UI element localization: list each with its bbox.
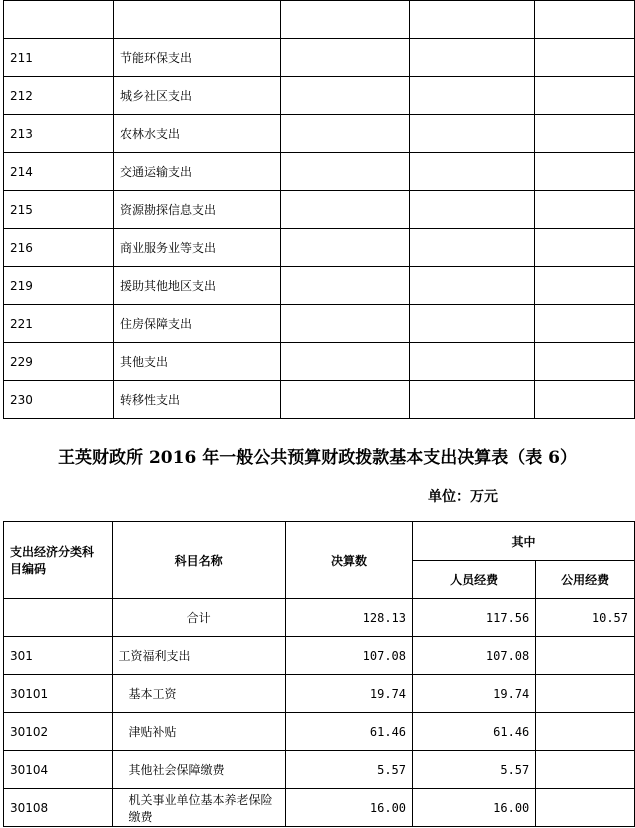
empty-cell	[535, 381, 635, 419]
empty-cell	[410, 343, 535, 381]
table-row	[4, 637, 635, 675]
empty-cell	[535, 153, 635, 191]
header-of-which: 其中	[413, 522, 635, 561]
name-cell: 农林水支出	[114, 115, 281, 153]
header-code: 支出经济分类科目编码	[4, 522, 113, 599]
empty-cell	[281, 1, 410, 39]
personnel-cell: 5.57	[413, 751, 536, 789]
header-public: 公用经费	[536, 561, 635, 599]
name-cell: 其他支出	[114, 343, 281, 381]
table-row	[4, 675, 635, 713]
amount-cell: 107.08	[285, 637, 412, 675]
total-public: 10.57	[536, 599, 635, 637]
code-cell: 219	[4, 267, 114, 305]
personnel-cell: 19.74	[413, 675, 536, 713]
total-personnel: 117.56	[413, 599, 536, 637]
empty-cell	[535, 191, 635, 229]
table-row	[4, 191, 635, 229]
code-cell: 221	[4, 305, 114, 343]
empty-cell	[535, 77, 635, 115]
code-cell: 301	[4, 637, 113, 675]
empty-cell	[535, 343, 635, 381]
code-cell: 214	[4, 153, 114, 191]
name-cell	[114, 1, 281, 39]
name-cell: 资源勘探信息支出	[114, 191, 281, 229]
public-cell	[536, 637, 635, 675]
name-cell: 转移性支出	[114, 381, 281, 419]
empty-cell	[535, 115, 635, 153]
name-cell: 交通运输支出	[114, 153, 281, 191]
table-row	[4, 229, 635, 267]
table-row	[4, 305, 635, 343]
amount-cell: 61.46	[285, 713, 412, 751]
empty-cell	[410, 229, 535, 267]
code-cell: 229	[4, 343, 114, 381]
code-cell: 211	[4, 39, 114, 77]
code-cell: 30104	[4, 751, 113, 789]
empty-cell	[281, 153, 410, 191]
code-cell: 230	[4, 381, 114, 419]
table-row	[4, 115, 635, 153]
name-cell: 住房保障支出	[114, 305, 281, 343]
expenditure-category-table	[3, 0, 635, 419]
header-personnel: 人员经费	[413, 561, 536, 599]
personnel-cell: 61.46	[413, 713, 536, 751]
header-name: 科目名称	[112, 522, 285, 599]
empty-cell	[410, 39, 535, 77]
empty-cell	[281, 191, 410, 229]
personnel-cell: 16.00	[413, 789, 536, 827]
name-cell: 节能环保支出	[114, 39, 281, 77]
empty-cell	[410, 305, 535, 343]
total-label: 合计	[112, 599, 285, 637]
empty-cell	[281, 77, 410, 115]
empty-cell	[535, 267, 635, 305]
empty-cell	[535, 229, 635, 267]
empty-cell	[410, 1, 535, 39]
table-row	[4, 381, 635, 419]
table-row	[4, 77, 635, 115]
empty-cell	[410, 77, 535, 115]
table-row	[4, 267, 635, 305]
empty-cell	[410, 153, 535, 191]
amount-cell: 19.74	[285, 675, 412, 713]
empty-cell	[535, 39, 635, 77]
empty-cell	[281, 267, 410, 305]
code-cell: 216	[4, 229, 114, 267]
empty-cell	[410, 191, 535, 229]
empty-cell	[535, 1, 635, 39]
empty-cell	[4, 599, 113, 637]
table-row	[4, 153, 635, 191]
empty-cell	[281, 381, 410, 419]
public-cell	[536, 751, 635, 789]
table-row	[4, 39, 635, 77]
amount-cell: 16.00	[285, 789, 412, 827]
table-row	[4, 789, 635, 827]
header-amount: 决算数	[285, 522, 412, 599]
empty-cell	[535, 305, 635, 343]
empty-cell	[281, 229, 410, 267]
code-cell: 30102	[4, 713, 113, 751]
name-cell: 基本工资	[112, 675, 285, 713]
code-cell: 215	[4, 191, 114, 229]
table-row	[4, 1, 635, 39]
basic-expenditure-table	[3, 521, 635, 827]
header-row	[4, 522, 635, 561]
public-cell	[536, 713, 635, 751]
unit-label: 单位：万元	[428, 489, 498, 505]
code-cell: 30108	[4, 789, 113, 827]
code-cell: 213	[4, 115, 114, 153]
empty-cell	[281, 343, 410, 381]
empty-cell	[410, 115, 535, 153]
empty-cell	[410, 381, 535, 419]
public-cell	[536, 675, 635, 713]
name-cell: 机关事业单位基本养老保险缴费	[112, 789, 285, 827]
total-amount: 128.13	[285, 599, 412, 637]
code-cell	[4, 1, 114, 39]
name-cell: 城乡社区支出	[114, 77, 281, 115]
empty-cell	[281, 39, 410, 77]
public-cell	[536, 789, 635, 827]
table-row	[4, 343, 635, 381]
table-row	[4, 751, 635, 789]
amount-cell: 5.57	[285, 751, 412, 789]
empty-cell	[281, 115, 410, 153]
report-title: 王英财政所 2016 年一般公共预算财政拨款基本支出决算表（表 6）	[58, 448, 577, 468]
name-cell: 援助其他地区支出	[114, 267, 281, 305]
code-cell: 212	[4, 77, 114, 115]
name-cell: 津贴补贴	[112, 713, 285, 751]
empty-cell	[410, 267, 535, 305]
name-cell: 工资福利支出	[112, 637, 285, 675]
total-row	[4, 599, 635, 637]
code-cell: 30101	[4, 675, 113, 713]
table-row	[4, 713, 635, 751]
name-cell: 其他社会保障缴费	[112, 751, 285, 789]
name-cell: 商业服务业等支出	[114, 229, 281, 267]
empty-cell	[281, 305, 410, 343]
personnel-cell: 107.08	[413, 637, 536, 675]
